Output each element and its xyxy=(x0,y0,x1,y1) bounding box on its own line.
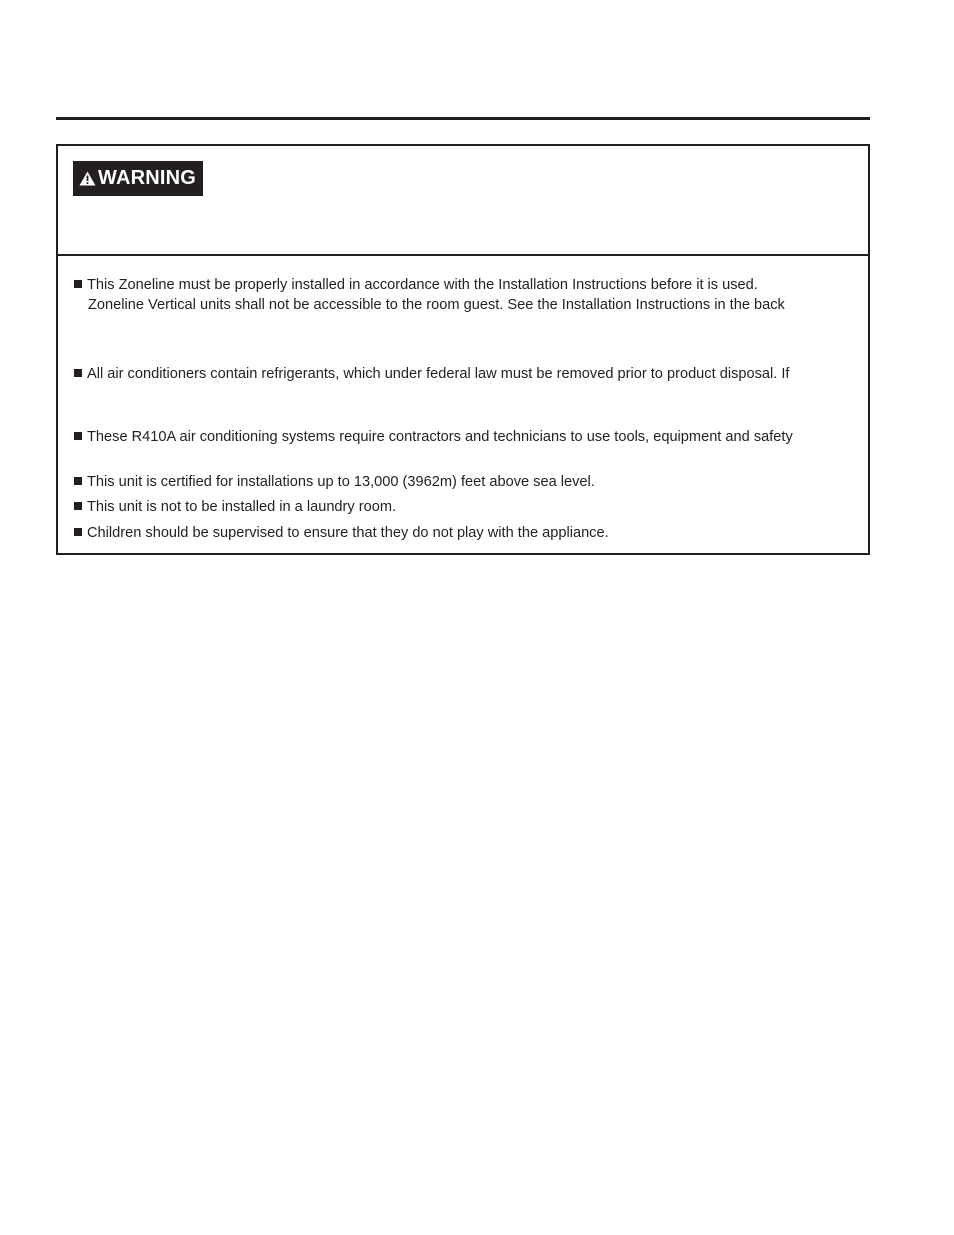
bullet-square-icon xyxy=(74,432,82,440)
bullet-square-icon xyxy=(74,369,82,377)
bullet-square-icon xyxy=(74,477,82,485)
list-item: This unit is not to be installed in a laundry room. xyxy=(74,498,854,518)
top-rule xyxy=(56,117,870,120)
warning-header xyxy=(58,146,868,256)
warning-label: WARNING xyxy=(98,167,197,189)
warning-box xyxy=(56,144,870,555)
warning-badge xyxy=(73,161,203,196)
bullet-square-icon xyxy=(74,280,82,288)
list-item: These R410A air conditioning systems require contractors and technicians to use tools, equipment and safety xyxy=(74,428,854,448)
list-item: All air conditioners contain refrigerants, which under federal law must be removed prior to product disposal. If xyxy=(74,365,854,385)
list-item: This Zoneline must be properly installed in accordance with the Installation Instructions before it is used. Zoneline Vertical units shall not be accessible to the room guest. See the Installation Instructions in the back xyxy=(74,276,854,315)
warning-triangle-icon xyxy=(79,171,96,186)
list-item: This unit is certified for installations up to 13,000 (3962m) feet above sea level. xyxy=(74,473,854,493)
bullet-square-icon xyxy=(74,528,82,536)
bullet-square-icon xyxy=(74,502,82,510)
list-item: Children should be supervised to ensure that they do not play with the appliance. xyxy=(74,524,854,544)
